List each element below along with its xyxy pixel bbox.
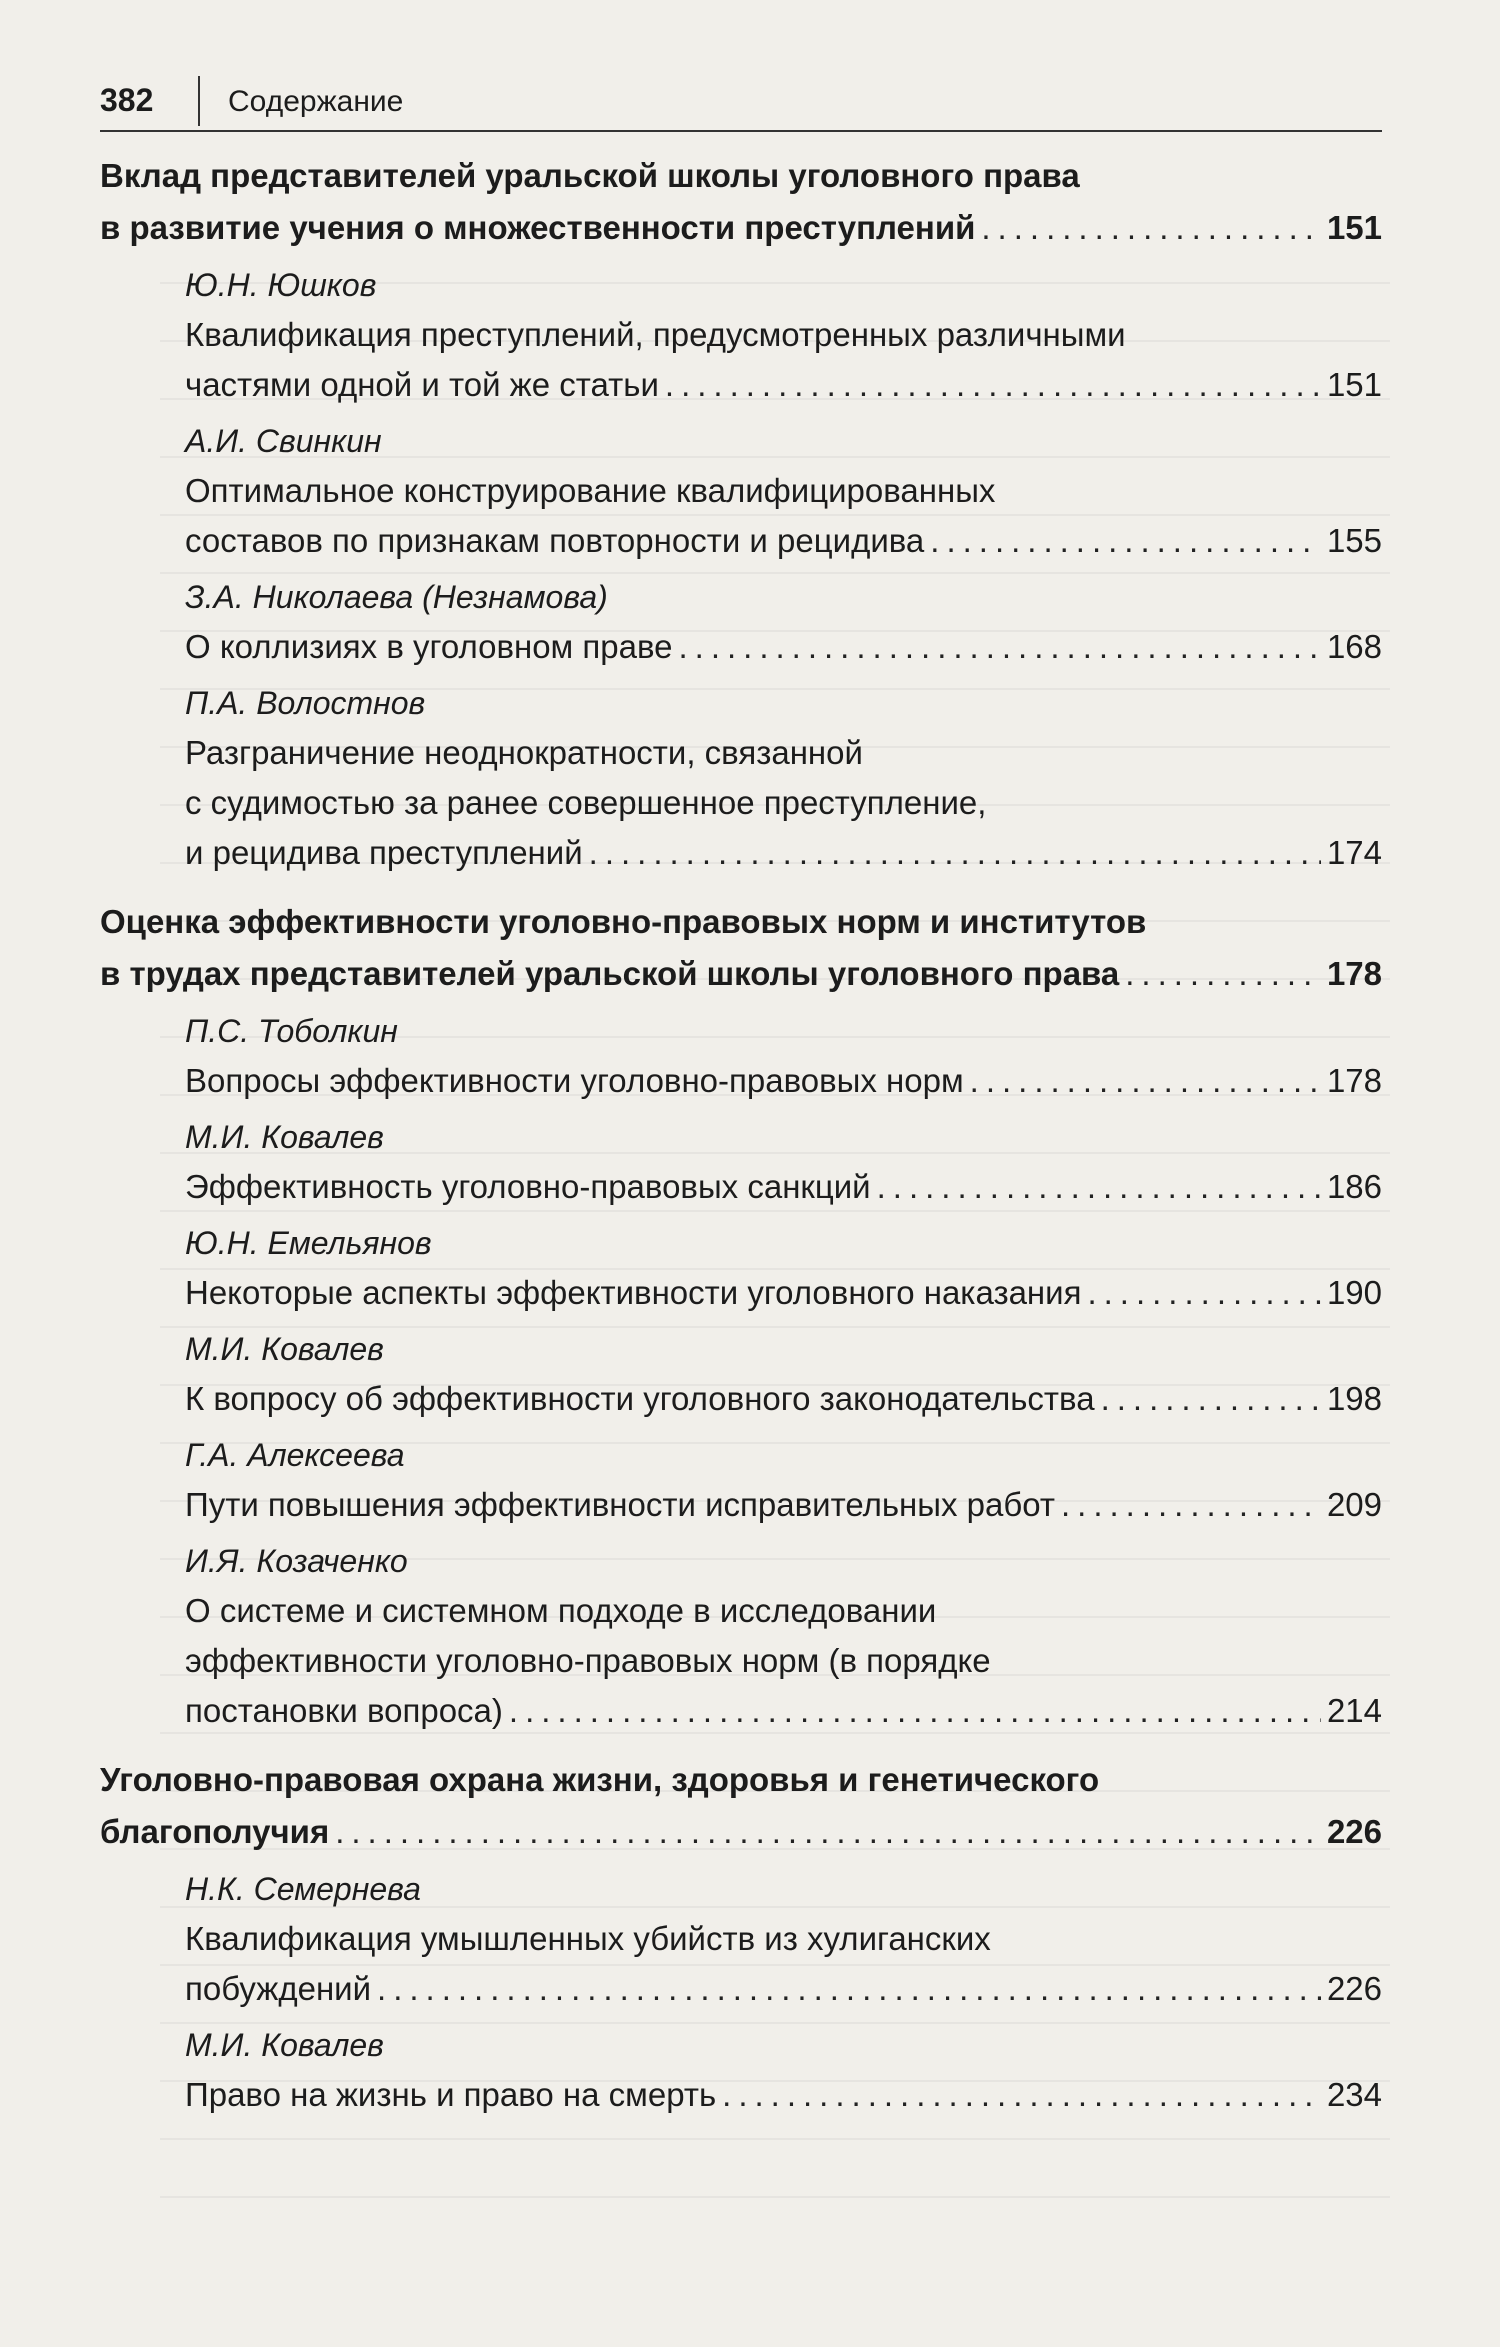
- entry-author: З.А. Николаева (Незнамова): [185, 579, 608, 615]
- entry-author: П.А. Волостнов: [185, 685, 426, 721]
- page-ref[interactable]: 209: [1326, 1486, 1382, 1523]
- leader-dots: [665, 360, 1321, 410]
- toc-entry[interactable]: [100, 1268, 1382, 1318]
- entry-author: П.С. Тоболкин: [185, 1013, 398, 1049]
- section-title-line: Оценка эффективности уголовно-правовых норм и институтов: [100, 903, 1147, 940]
- entry-author: Н.К. Семернева: [185, 1871, 421, 1907]
- toc-line-with-page: [100, 948, 1382, 1000]
- toc-line-with-page: [185, 1686, 1382, 1736]
- toc-entry[interactable]: [100, 1374, 1382, 1424]
- toc-line-with-page: [100, 1806, 1382, 1858]
- page-ref[interactable]: 198: [1326, 1380, 1382, 1417]
- toc-line-text: Пути повышения эффективности исправительных работ: [185, 1486, 1055, 1523]
- page-ref[interactable]: 186: [1326, 1168, 1382, 1205]
- leader-dots: [1087, 1268, 1320, 1318]
- toc-line-text: О коллизиях в уголовном праве: [185, 628, 673, 665]
- section-title-line: Вклад представителей уральской школы уголовного права: [100, 157, 1080, 194]
- toc-line-with-page: [185, 516, 1382, 566]
- toc-entry[interactable]: [100, 466, 1382, 566]
- entry-author: М.И. Ковалев: [185, 1331, 384, 1367]
- leader-dots: [679, 622, 1321, 672]
- toc-line-with-page: [185, 1480, 1382, 1530]
- toc-line-text: и рецидива преступлений: [185, 834, 583, 871]
- toc-line-text: постановки вопроса): [185, 1692, 503, 1729]
- toc-line-text: К вопросу об эффективности уголовного законодательства: [185, 1380, 1095, 1417]
- page-ref[interactable]: 226: [1326, 1813, 1382, 1850]
- toc-line-text: Вопросы эффективности уголовно-правовых норм: [185, 1062, 964, 1099]
- entry-author: И.Я. Козаченко: [185, 1543, 408, 1579]
- page-ref[interactable]: 226: [1326, 1970, 1382, 2007]
- toc-entry[interactable]: [100, 2070, 1382, 2120]
- leader-dots: [970, 1056, 1321, 1106]
- section-heading[interactable]: [100, 896, 1382, 1000]
- page-ref[interactable]: 214: [1326, 1692, 1382, 1729]
- leader-dots: [722, 2070, 1321, 2120]
- table-of-contents: [100, 150, 1382, 2120]
- leader-dots: [335, 1806, 1321, 1858]
- page-ref[interactable]: 234: [1326, 2076, 1382, 2113]
- toc-entry[interactable]: [100, 1914, 1382, 2014]
- entry-title-line: О системе и системном подходе в исследовании: [185, 1592, 937, 1629]
- toc-line-text: побуждений: [185, 1970, 372, 2007]
- leader-dots: [877, 1162, 1321, 1212]
- toc-line-text: в развитие учения о множественности преступлений: [100, 209, 976, 246]
- leader-dots: [509, 1686, 1321, 1736]
- page-ref[interactable]: 151: [1326, 209, 1382, 246]
- toc-line-text: частями одной и той же статьи: [185, 366, 659, 403]
- toc-line-text: Право на жизнь и право на смерть: [185, 2076, 717, 2113]
- toc-line-text: благополучия: [100, 1813, 330, 1850]
- entry-title-line: эффективности уголовно-правовых норм (в порядке: [185, 1642, 991, 1679]
- toc-line-with-page: [185, 1162, 1382, 1212]
- toc-line-with-page: [185, 360, 1382, 410]
- toc-entry[interactable]: [100, 310, 1382, 410]
- running-title: Содержание: [228, 85, 404, 118]
- toc-line-with-page: [185, 2070, 1382, 2120]
- leader-dots: [930, 516, 1321, 566]
- entry-title-line: Квалификация умышленных убийств из хулиганских: [185, 1920, 991, 1957]
- toc-line-with-page: [185, 1374, 1382, 1424]
- entry-title-line: Квалификация преступлений, предусмотренных различными: [185, 316, 1126, 353]
- section-heading[interactable]: [100, 150, 1382, 254]
- section-heading[interactable]: [100, 1754, 1382, 1858]
- toc-entry[interactable]: [100, 1480, 1382, 1530]
- toc-entry[interactable]: [100, 1056, 1382, 1106]
- toc-line-text: Эффективность уголовно-правовых санкций: [185, 1168, 871, 1205]
- header-rule: [100, 130, 1382, 132]
- page-ref[interactable]: 178: [1326, 955, 1382, 992]
- toc-entry[interactable]: [100, 728, 1382, 878]
- page-ref[interactable]: 190: [1326, 1274, 1382, 1311]
- entry-author: М.И. Ковалев: [185, 2027, 384, 2063]
- header-separator: [198, 76, 200, 126]
- toc-line-with-page: [185, 1056, 1382, 1106]
- toc-line-with-page: [100, 202, 1382, 254]
- toc-line-text: в трудах представителей уральской школы уголовного права: [100, 955, 1120, 992]
- leader-dots: [1101, 1374, 1321, 1424]
- toc-entry[interactable]: [100, 1162, 1382, 1212]
- entry-author: М.И. Ковалев: [185, 1119, 384, 1155]
- toc-entry[interactable]: [100, 1586, 1382, 1736]
- leader-dots: [981, 202, 1321, 254]
- running-header: [100, 62, 1382, 132]
- entry-author: А.И. Свинкин: [185, 423, 382, 459]
- toc-entry[interactable]: [100, 622, 1382, 672]
- toc-line-text: Некоторые аспекты эффективности уголовного наказания: [185, 1274, 1082, 1311]
- entry-author: Ю.Н. Емельянов: [185, 1225, 432, 1261]
- toc-line-with-page: [185, 1964, 1382, 2014]
- page-ref[interactable]: 174: [1326, 834, 1382, 871]
- page-ref[interactable]: 178: [1326, 1062, 1382, 1099]
- leader-dots: [1061, 1480, 1321, 1530]
- toc-line-with-page: [185, 1268, 1382, 1318]
- page-ref[interactable]: 168: [1326, 628, 1382, 665]
- entry-author: Г.А. Алексеева: [185, 1437, 405, 1473]
- page-ref[interactable]: 151: [1326, 366, 1382, 403]
- entry-title-line: с судимостью за ранее совершенное преступление,: [185, 784, 987, 821]
- leader-dots: [377, 1964, 1321, 2014]
- entry-author: Ю.Н. Юшков: [185, 267, 377, 303]
- toc-line-with-page: [185, 622, 1382, 672]
- toc-line-with-page: [185, 828, 1382, 878]
- toc-line-text: составов по признакам повторности и рецидива: [185, 522, 925, 559]
- leader-dots: [1125, 948, 1321, 1000]
- page-ref[interactable]: 155: [1326, 522, 1382, 559]
- section-title-line: Уголовно-правовая охрана жизни, здоровья и генетического: [100, 1761, 1100, 1798]
- leader-dots: [589, 828, 1321, 878]
- entry-title-line: Оптимальное конструирование квалифицированных: [185, 472, 996, 509]
- entry-title-line: Разграничение неоднократности, связанной: [185, 734, 863, 771]
- page-number: 382: [100, 82, 154, 118]
